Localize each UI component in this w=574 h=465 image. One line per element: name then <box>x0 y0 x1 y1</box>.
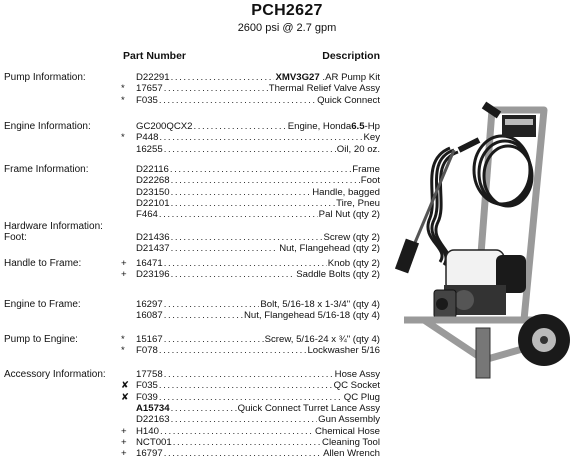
part-row <box>118 187 380 199</box>
leader-dots <box>164 334 264 345</box>
part-number: D21437 <box>136 243 170 255</box>
part-number: 15167 <box>136 334 163 345</box>
row-marker: + <box>121 436 127 448</box>
part-description <box>334 380 380 391</box>
description-text: .AR Pump Kit <box>322 72 380 83</box>
leader-dots <box>171 269 296 280</box>
part-number: F035 <box>136 380 158 392</box>
part-row <box>118 95 380 107</box>
row-marker: + <box>121 425 127 437</box>
description-text: Handle, bagged <box>312 186 380 198</box>
description-text: Allen Wrench <box>323 448 380 460</box>
description-text: QC Socket <box>333 380 380 392</box>
part-description <box>288 121 380 132</box>
section-title: Engine Information: <box>4 121 91 132</box>
section-label <box>4 299 81 310</box>
section-label <box>4 258 81 269</box>
part-number: D23150 <box>136 186 170 198</box>
description-text: Saddle Bolts (qty 2) <box>296 269 380 281</box>
part-description <box>279 243 380 254</box>
row-marker: + <box>121 269 127 281</box>
part-description <box>238 403 380 414</box>
part-row <box>118 310 380 322</box>
leader-dots <box>159 345 307 356</box>
row-marker: + <box>121 258 127 269</box>
section-title: Hardware Information: <box>4 221 103 232</box>
part-description <box>319 209 380 220</box>
part-row <box>118 164 380 176</box>
part-description <box>312 187 380 198</box>
part-description <box>307 345 380 356</box>
description-text: Screw (qty 2) <box>323 232 380 243</box>
part-row <box>118 144 380 156</box>
description-text: Lockwasher 5/16 <box>307 345 380 357</box>
leader-dots <box>171 243 279 254</box>
leader-dots <box>160 426 314 437</box>
description-header: Description <box>322 50 380 62</box>
part-description <box>317 95 380 106</box>
part-row <box>118 72 380 84</box>
row-marker: * <box>121 83 125 95</box>
model-title: PCH2627 <box>251 2 323 19</box>
part-row <box>118 369 380 381</box>
description-text: Tire, Pneu <box>336 197 380 209</box>
part-description <box>323 448 380 459</box>
part-row <box>118 426 380 438</box>
leader-dots <box>164 144 336 155</box>
part-row <box>118 448 380 460</box>
section-label <box>4 121 91 132</box>
leader-dots <box>171 175 360 186</box>
part-number: F035 <box>136 94 158 106</box>
part-number: D22116 <box>136 164 169 175</box>
model-spec: 2600 psi @ 2.7 gpm <box>237 22 337 34</box>
row-marker: * <box>121 334 125 345</box>
part-number: 16797 <box>136 448 163 460</box>
part-description <box>328 258 380 269</box>
leader-dots <box>164 258 327 269</box>
part-row <box>118 209 380 221</box>
part-number: D22268 <box>136 175 170 187</box>
part-row <box>118 258 380 270</box>
part-row <box>118 243 380 255</box>
description-text: Quick Connect Turret Lance Assy <box>237 402 380 414</box>
part-row <box>118 175 380 187</box>
leader-dots <box>164 369 334 380</box>
leader-dots <box>164 310 243 321</box>
row-marker: * <box>121 345 125 357</box>
part-number: H140 <box>136 425 159 437</box>
description-text: Oil, 20 oz. <box>336 143 380 155</box>
row-marker: * <box>121 132 125 144</box>
description-text: Bolt, 5/16-18 x 1-3/4" (qty 4) <box>260 299 380 310</box>
part-number: P448 <box>136 132 159 144</box>
section-title: Accessory Information: <box>4 369 106 380</box>
part-description <box>323 232 380 243</box>
section-label <box>4 369 106 380</box>
wheel-icon <box>518 314 570 366</box>
part-description <box>337 144 380 155</box>
section-title: Pump to Engine: <box>4 334 78 345</box>
section-title: Frame Information: <box>4 164 89 175</box>
leader-dots <box>164 83 268 94</box>
part-number: 17758 <box>136 369 163 380</box>
part-description <box>335 369 380 380</box>
row-marker: ✘ <box>121 391 130 403</box>
part-description <box>275 72 380 83</box>
description-text: Quick Connect <box>317 94 380 106</box>
part-number: D23196 <box>136 269 170 281</box>
section-label <box>4 334 78 345</box>
part-row <box>118 132 380 144</box>
part-number: NCT001 <box>136 436 172 448</box>
part-description <box>269 83 380 94</box>
description-text: Thermal Relief Valve Assy <box>268 83 380 95</box>
part-row <box>118 121 380 133</box>
leader-dots <box>164 299 260 310</box>
description-text: Nut, Flangehead 5/16-18 (qty 4) <box>244 310 380 322</box>
leader-dots <box>171 414 318 425</box>
part-number: 16087 <box>136 310 163 322</box>
part-number: F039 <box>136 391 158 403</box>
description-text: Engine, Honda <box>287 121 352 132</box>
section-title: Engine to Frame: <box>4 299 81 310</box>
part-description <box>363 132 380 143</box>
part-description <box>265 334 380 345</box>
part-number: D22291 <box>136 72 170 83</box>
leader-dots <box>170 164 351 175</box>
row-marker: * <box>121 94 125 106</box>
part-row <box>118 345 380 357</box>
part-row <box>118 299 380 311</box>
description-text: Hose Assy <box>334 369 380 380</box>
part-row <box>118 83 380 95</box>
part-description <box>361 175 380 186</box>
part-description <box>322 437 380 448</box>
part-row <box>118 403 380 415</box>
part-description <box>260 299 380 310</box>
description-text: Screw, 5/16-24 x ¾" (qty 4) <box>264 334 380 345</box>
leader-dots <box>159 95 316 106</box>
description-text: Knob (qty 2) <box>327 258 380 269</box>
leader-dots <box>171 198 335 209</box>
part-description <box>336 198 380 209</box>
leader-dots <box>173 437 321 448</box>
part-row <box>118 198 380 210</box>
part-description <box>315 426 380 437</box>
description-text: Cleaning Tool <box>322 436 380 448</box>
leader-dots <box>171 72 275 83</box>
description-text: Foot <box>360 175 380 187</box>
section-label <box>4 221 103 243</box>
description-code: XMV3G27 <box>275 72 320 83</box>
part-number: 17657 <box>136 83 163 95</box>
leader-dots <box>194 121 287 132</box>
part-row <box>118 380 380 392</box>
leader-dots <box>159 392 343 403</box>
section-label <box>4 164 88 175</box>
part-description <box>318 414 380 425</box>
part-number: D22163 <box>136 414 170 426</box>
row-marker: + <box>121 448 127 460</box>
leader-dots <box>171 232 323 243</box>
section-label <box>4 72 86 83</box>
part-row <box>118 414 380 426</box>
leader-dots <box>159 132 362 143</box>
part-number: 16297 <box>136 299 163 310</box>
leader-dots <box>171 187 312 198</box>
part-number: 16471 <box>136 258 163 269</box>
leader-dots <box>159 209 318 220</box>
part-number: 16255 <box>136 143 163 155</box>
part-description <box>352 164 380 175</box>
part-description <box>296 269 380 280</box>
leader-dots <box>164 448 322 459</box>
part-number: D22101 <box>136 197 170 209</box>
pressure-washer-illustration <box>384 90 574 390</box>
section-title: Handle to Frame: <box>4 258 82 269</box>
part-number: GC200QCX2 <box>136 121 193 132</box>
part-description <box>244 310 380 321</box>
description-text: Key <box>363 132 380 144</box>
part-number-header: Part Number <box>123 50 187 62</box>
description-hp: 6.5 <box>351 121 365 132</box>
row-marker: ✘ <box>121 380 130 392</box>
leader-dots <box>159 380 333 391</box>
part-row <box>118 437 380 449</box>
description-text: Nut, Flangehead (qty 2) <box>279 243 380 255</box>
leader-dots <box>171 403 237 414</box>
description-text: Pal Nut (qty 2) <box>318 209 380 221</box>
part-number: D21436 <box>136 232 170 243</box>
description-text: Gun Assembly <box>318 414 380 426</box>
description-text: Frame <box>352 164 380 175</box>
description-unit: -Hp <box>364 121 380 132</box>
description-text: Chemical Hose <box>314 425 380 437</box>
part-row <box>118 269 380 281</box>
section-subtitle: Foot: <box>4 232 27 243</box>
part-row <box>118 392 380 404</box>
part-number: F078 <box>136 345 158 357</box>
pump-icon <box>434 290 456 318</box>
section-title: Pump Information: <box>4 72 86 83</box>
part-row <box>118 334 380 346</box>
part-description <box>344 392 380 403</box>
description-text: QC Plug <box>343 391 380 403</box>
part-number: F464 <box>136 209 158 221</box>
part-number: A15734 <box>136 402 170 414</box>
part-row <box>118 232 380 244</box>
